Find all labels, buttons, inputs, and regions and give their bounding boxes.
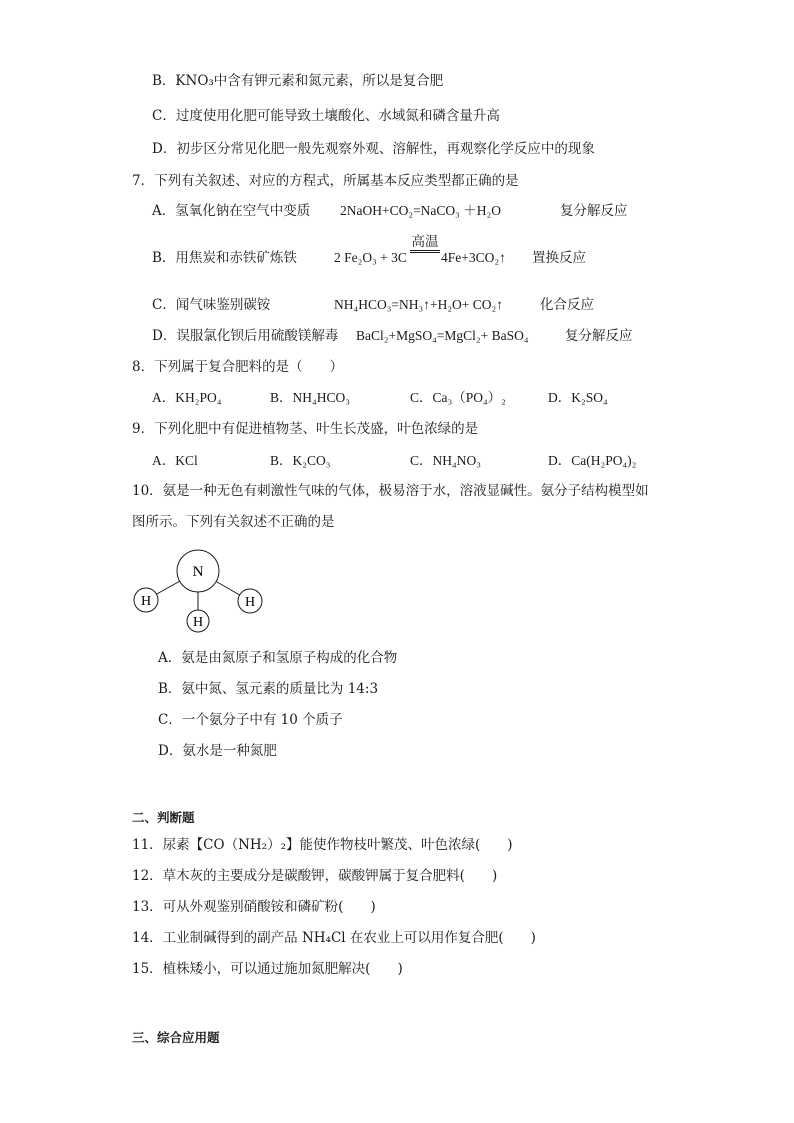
q7-option-b-equation-right: 4Fe+3CO₂↑: [441, 250, 506, 265]
q7-option-d-desc: D．误服氯化钡后用硫酸镁解毒: [152, 328, 339, 344]
section-2-title: 二、判断题: [132, 810, 195, 825]
q7-stem: 7．下列有关叙述、对应的方程式，所属基本反应类型都正确的是: [132, 173, 519, 189]
q7-option-b-desc: B．用焦炭和赤铁矿炼铁: [152, 250, 297, 266]
hydrogen-label: H: [140, 594, 152, 609]
q8-option-c: C．Ca₃（PO₄）₂: [410, 390, 506, 405]
judgment-item-15: 15．植株矮小，可以通过施加氮肥解决( ): [132, 961, 403, 977]
judgment-item-11: 11．尿素【CO（NH₂）₂】能使作物枝叶繁茂、叶色浓绿( ): [132, 837, 513, 853]
q7-option-a-equation: 2NaOH+CO₂=NaCO₃ ＋H₂O: [340, 203, 501, 218]
q8-option-b: B．NH₄HCO₃: [270, 390, 350, 405]
q7-option-c-desc: C．闻气味鉴别碳铵: [152, 297, 271, 313]
q7-option-a-desc: A．氢氧化钠在空气中变质: [152, 203, 311, 219]
judgment-item-14: 14．工业制碱得到的副产品 NH₄Cl 在农业上可以用作复合肥( ): [132, 930, 536, 946]
q7-option-b-type: 置换反应: [532, 250, 586, 266]
q8-option-a: A．KH₂PO₄: [152, 390, 222, 405]
nitrogen-label: N: [192, 564, 204, 580]
hydrogen-label: H: [244, 595, 256, 610]
q7-option-c-type: 化合反应: [540, 297, 594, 313]
q9-option-c: C．NH₄NO₃: [410, 453, 481, 468]
q10-stem-line2: 图所示。下列有关叙述不正确的是: [132, 514, 335, 530]
q7-option-a-type: 复分解反应: [560, 203, 628, 219]
q10-option-c: C．一个氨分子中有 10 个质子: [158, 712, 343, 728]
ammonia-molecule-model: [128, 545, 268, 635]
judgment-item-12: 12．草木灰的主要成分是碳酸钾，碳酸钾属于复合肥料( ): [132, 868, 498, 884]
judgment-item-13: 13．可从外观鉴别硝酸铵和磷矿粉( ): [132, 899, 376, 915]
q10-option-d: D．氨水是一种氮肥: [158, 743, 277, 759]
reaction-condition: [408, 235, 442, 253]
q7-option-b-equation-left: 2 Fe₂O₃ + 3C: [334, 250, 407, 265]
q7-option-c-equation: NH₄HCO₃=NH₃↑+H₂O+ CO₂↑: [334, 297, 504, 312]
q6-option-c: C．过度使用化肥可能导致土壤酸化、水域氮和磷含量升高: [152, 108, 500, 124]
q7-option-d-type: 复分解反应: [565, 328, 633, 344]
q10-option-b: B．氨中氮、氢元素的质量比为 14:3: [158, 681, 379, 697]
q9-option-b: B．K₂CO₃: [270, 453, 331, 468]
q9-option-a: A．KCl: [152, 453, 198, 468]
q6-option-d: D．初步区分常见化肥一般先观察外观、溶解性，再观察化学反应中的现象: [152, 141, 595, 157]
double-arrow-line: [410, 250, 440, 253]
hydrogen-label: H: [192, 615, 204, 630]
q10-option-a: A．氨是由氮原子和氢原子构成的化合物: [158, 650, 398, 666]
condition-label: 高温: [411, 234, 439, 250]
q8-option-d: D．K₂SO₄: [548, 390, 608, 405]
q9-option-d: D．Ca(H₂PO₄)₂: [548, 453, 637, 468]
q6-option-b: B．KNO₃中含有钾元素和氮元素，所以是复合肥: [152, 73, 444, 89]
q8-stem: 8．下列属于复合肥料的是（ ）: [132, 359, 344, 375]
section-3-title: 三、综合应用题: [132, 1030, 220, 1045]
q7-option-d-equation: BaCl₂+MgSO₄=MgCl₂+ BaSO₄: [356, 328, 529, 343]
q10-stem-line1: 10．氨是一种无色有刺激性气味的气体，极易溶于水，溶液显碱性。氨分子结构模型如: [132, 483, 649, 499]
q9-stem: 9．下列化肥中有促进植物茎、叶生长茂盛，叶色浓绿的是: [132, 421, 479, 437]
